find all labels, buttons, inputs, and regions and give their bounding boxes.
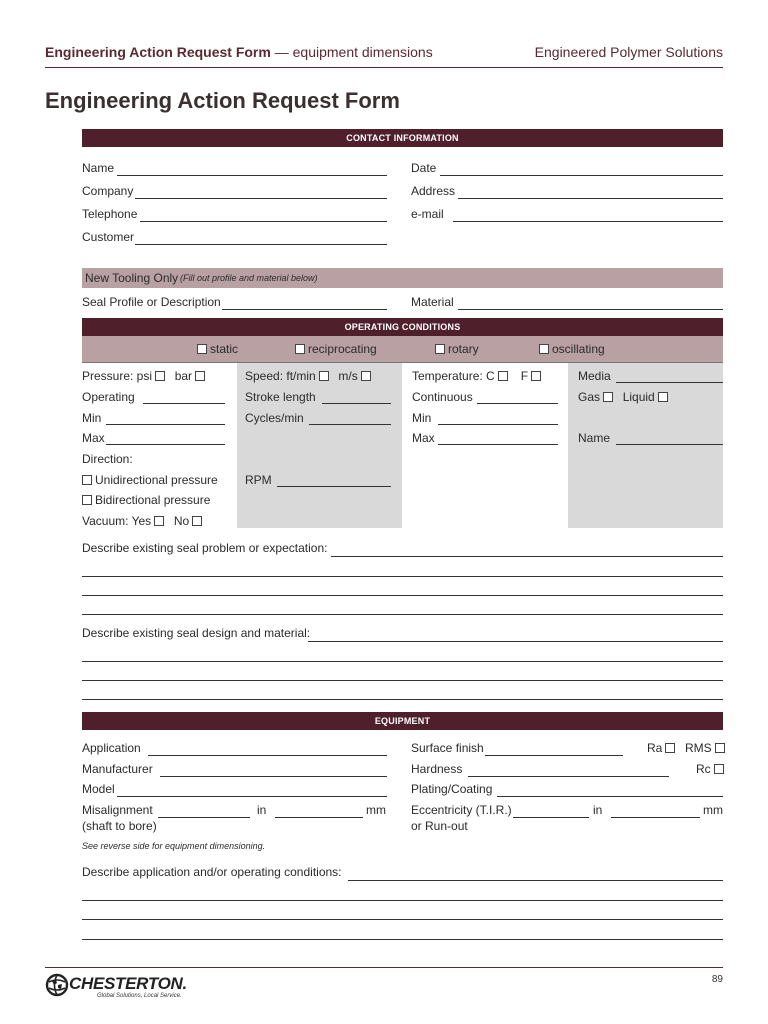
email-label: e-mail — [411, 207, 444, 221]
describe-application-line[interactable] — [82, 919, 723, 920]
eccentricity-label: Eccentricity (T.I.R.) — [411, 803, 512, 817]
describe-problem-field[interactable] — [331, 556, 723, 557]
seal-profile-label: Seal Profile or Description — [82, 295, 221, 309]
pressure-row: Pressure: psi bar — [82, 369, 208, 383]
unidirectional-checkbox[interactable] — [82, 475, 92, 485]
customer-label: Customer — [82, 230, 135, 244]
telephone-field[interactable] — [140, 221, 387, 222]
media-name-field[interactable] — [616, 444, 723, 445]
motion-static[interactable]: static — [194, 342, 238, 356]
bidirectional-checkbox[interactable] — [82, 495, 92, 505]
misalignment-mm-field[interactable] — [275, 817, 363, 818]
surface-finish-field[interactable] — [485, 755, 623, 756]
running-header-title: Engineering Action Request Form — [45, 44, 271, 60]
manufacturer-label: Manufacturer — [82, 762, 153, 776]
reciprocating-checkbox[interactable] — [295, 344, 305, 354]
address-field[interactable] — [458, 198, 723, 199]
describe-application-line[interactable] — [82, 939, 723, 940]
page-title: Engineering Action Request Form — [45, 88, 400, 113]
bidirectional-option[interactable]: Bidirectional pressure — [79, 493, 210, 507]
eccentricity-in-unit: in — [593, 803, 603, 817]
ra-option[interactable]: Ra — [647, 741, 678, 755]
fahrenheit-checkbox[interactable] — [531, 371, 541, 381]
direction-label: Direction: — [82, 452, 133, 466]
media-field[interactable] — [616, 382, 723, 383]
manufacturer-field[interactable] — [160, 776, 387, 777]
vacuum-yes-checkbox[interactable] — [154, 516, 164, 526]
model-label: Model — [82, 782, 115, 796]
date-field[interactable] — [440, 175, 723, 176]
misalignment-in-field[interactable] — [158, 817, 250, 818]
pressure-min-label: Min — [82, 411, 102, 425]
tooling-note: (Fill out profile and material below) — [180, 273, 318, 283]
rms-option[interactable]: RMS — [685, 741, 725, 755]
describe-problem-label: Describe existing seal problem or expectation: — [82, 541, 328, 555]
ra-checkbox[interactable] — [665, 743, 675, 753]
vacuum-no-checkbox[interactable] — [192, 516, 202, 526]
static-checkbox[interactable] — [197, 344, 207, 354]
pressure-max-field[interactable] — [106, 444, 225, 445]
eccentricity-mm-field[interactable] — [611, 817, 700, 818]
surface-finish-label: Surface finish — [411, 741, 484, 755]
liquid-checkbox[interactable] — [658, 392, 668, 402]
motion-oscillating[interactable]: oscillating — [536, 342, 605, 356]
company-field[interactable] — [135, 198, 387, 199]
material-label: Material — [411, 295, 454, 309]
page-number: 89 — [711, 974, 723, 985]
application-field[interactable] — [148, 755, 387, 756]
operating-pressure-field[interactable] — [143, 403, 225, 404]
shaft-to-bore-label: (shaft to bore) — [82, 819, 157, 833]
name-label: Name — [82, 161, 115, 175]
speed-row: Speed: ft/min m/s — [245, 369, 374, 383]
motion-rotary[interactable]: rotary — [432, 342, 479, 356]
hardness-field[interactable] — [468, 776, 669, 777]
cycles-field[interactable] — [309, 424, 391, 425]
describe-application-line[interactable] — [82, 900, 723, 901]
media-name-label: Name — [578, 431, 611, 445]
running-header — [45, 44, 433, 60]
rpm-field[interactable] — [277, 486, 391, 487]
reverse-side-note: See reverse side for equipment dimensioning. — [82, 841, 266, 851]
tooling-band — [82, 268, 723, 288]
motion-reciprocating[interactable]: reciprocating — [292, 342, 377, 356]
logo-wordmark: CHESTERTON. — [69, 974, 187, 993]
cycles-label: Cycles/min — [245, 411, 304, 425]
describe-design-label: Describe existing seal design and material: — [82, 626, 311, 640]
rc-checkbox[interactable] — [714, 764, 724, 774]
describe-design-line[interactable] — [82, 680, 723, 681]
rpm-label: RPM — [245, 473, 272, 487]
oscillating-checkbox[interactable] — [539, 344, 549, 354]
ftmin-checkbox[interactable] — [319, 371, 329, 381]
celsius-checkbox[interactable] — [498, 371, 508, 381]
describe-design-field[interactable] — [308, 641, 723, 642]
name-field[interactable] — [117, 175, 387, 176]
bar-checkbox[interactable] — [195, 371, 205, 381]
describe-design-line[interactable] — [82, 661, 723, 662]
describe-application-field[interactable] — [348, 880, 723, 881]
seal-profile-field[interactable] — [222, 309, 387, 310]
gas-liquid-row: Gas Liquid — [578, 390, 671, 404]
plating-field[interactable] — [497, 796, 723, 797]
rc-option[interactable]: Rc — [696, 762, 724, 776]
temperature-row: Temperature: C F — [412, 369, 544, 383]
misalignment-mm-unit: mm — [366, 803, 386, 817]
eccentricity-in-field[interactable] — [513, 817, 589, 818]
operating-section-bar: OPERATING CONDITIONS — [82, 318, 723, 336]
eccentricity-mm-unit: mm — [703, 803, 723, 817]
running-header-subtitle: — equipment dimensions — [270, 44, 433, 60]
tooling-label: New Tooling Only — [85, 271, 179, 285]
stroke-length-label: Stroke length — [245, 390, 316, 404]
stroke-length-field[interactable] — [322, 403, 391, 404]
material-field[interactable] — [458, 309, 723, 310]
logo-tagline: Global Solutions, Local Service. — [97, 993, 182, 999]
media-column-bg — [568, 363, 723, 528]
temp-min-label: Min — [412, 411, 432, 425]
contact-section-bar: CONTACT INFORMATION — [82, 129, 723, 147]
header-divider — [45, 67, 723, 68]
telephone-label: Telephone — [82, 207, 138, 221]
motion-band — [82, 336, 723, 362]
temp-max-field[interactable] — [438, 444, 558, 445]
describe-problem-line[interactable] — [82, 595, 723, 596]
plating-label: Plating/Coating — [411, 782, 493, 796]
company-label: Company — [82, 184, 134, 198]
date-label: Date — [411, 161, 437, 175]
temp-max-label: Max — [412, 431, 435, 445]
pressure-min-field[interactable] — [106, 424, 225, 425]
pressure-max-label: Max — [82, 431, 105, 445]
continuous-field[interactable] — [477, 403, 558, 404]
misalignment-label: Misalignment — [82, 803, 153, 817]
address-label: Address — [411, 184, 456, 198]
equipment-section-bar: EQUIPMENT — [82, 712, 723, 730]
continuous-label: Continuous — [412, 390, 473, 404]
run-out-label: or Run-out — [411, 819, 468, 833]
rotary-checkbox[interactable] — [435, 344, 445, 354]
media-label: Media — [578, 369, 611, 383]
email-field[interactable] — [453, 221, 723, 222]
globe-icon — [45, 973, 71, 997]
psi-checkbox[interactable] — [155, 371, 165, 381]
describe-problem-line[interactable] — [82, 614, 723, 615]
describe-design-line[interactable] — [82, 699, 723, 700]
vacuum-row: Vacuum: Yes No — [82, 514, 205, 528]
model-field[interactable] — [117, 796, 387, 797]
operating-label: Operating — [82, 390, 135, 404]
misalignment-in-unit: in — [257, 803, 267, 817]
unidirectional-option[interactable]: Unidirectional pressure — [79, 473, 218, 487]
running-header-brand: Engineered Polymer Solutions — [534, 44, 723, 60]
rms-checkbox[interactable] — [715, 743, 725, 753]
hardness-label: Hardness — [411, 762, 463, 776]
describe-problem-line[interactable] — [82, 576, 723, 577]
customer-field[interactable] — [135, 244, 387, 245]
application-label: Application — [82, 741, 141, 755]
gas-checkbox[interactable] — [603, 392, 613, 402]
footer-divider — [45, 967, 723, 968]
ms-checkbox[interactable] — [361, 371, 371, 381]
speed-column-bg — [237, 363, 402, 528]
temp-min-field[interactable] — [438, 424, 558, 425]
describe-application-label: Describe application and/or operating conditions: — [82, 865, 342, 879]
